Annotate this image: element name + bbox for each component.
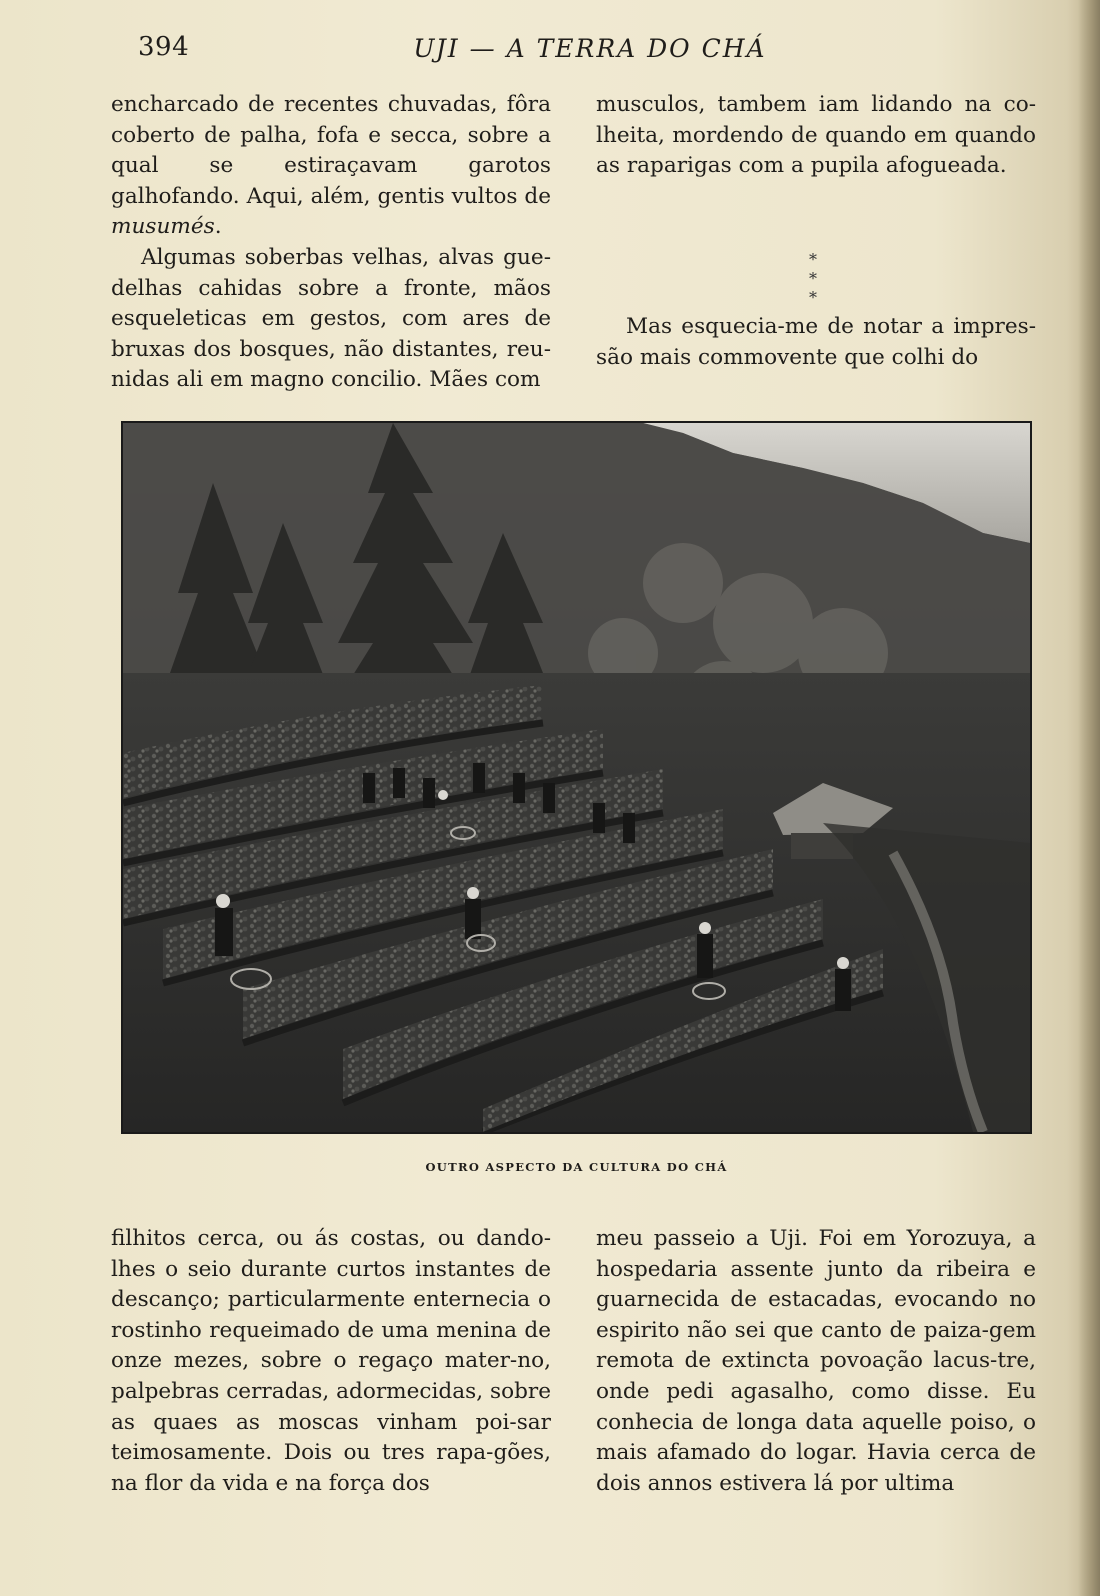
page-number: 394 [138,32,190,62]
paragraph: meu passeio a Uji. Foi em Yorozuya, a hospedaria assente junto da ribeira e guarnecida de estacadas, evocando no espirito não sei que canto de paiza-gem remota de extincta povoação lacus-tre, onde pedi agasalho, como disse. Eu conhecia de longa data aquelle poiso, o mais afamado do logar. Havia cerca de dois annos estivera lá por ultima [596,1226,1036,1496]
text-column-bottom-right [596,1224,1036,1499]
running-title: UJI — A TERRA DO CHÁ [413,34,767,63]
paragraph: musculos, tambem iam lidando na co-lheita, mordendo de quando em quando as raparigas com a pupila afogueada. [596,92,1036,179]
paragraph: Algumas soberbas velhas, alvas gue-delhas cahidas sobre a fronte, mãos esqueleticas em gestos, com ares de bruxas dos bosques, não distantes, reu-nidas ali em magno concilio. Mães com [111,244,551,393]
text-column-top-right [596,90,1036,182]
photo-illustration [123,423,1030,1132]
italic-term: musumés [111,214,215,240]
text-column-bottom-left [111,1224,551,1499]
text-column-top-left [111,90,551,396]
photo-caption: OUTRO ASPECTO DA CULTURA DO CHÁ [425,1160,728,1174]
paragraph: encharcado de recentes chuvadas, fôra coberto de palha, fofa e secca, sobre a qual se estiraçavam garotos galhofando. Aqui, além, gentis vultos de musumés. [111,92,551,240]
text-column-top-right-continued [596,312,1036,373]
paragraph: filhitos cerca, ou ás costas, ou dando-lhes o seio durante curtos instantes de descanço; particularmente enternecia o rostinho requeimado de uma menina de onze mezes, sobre o regaço mater-no, palpebras cerradas, adormecidas, sobre as quaes as moscas vinham poi-sar teimosamente. Dois ou tres rapa-gões, na flor da vida e na força dos [111,1226,551,1496]
page-gutter-shadow [1078,0,1100,1596]
tea-plantation-photograph [121,421,1032,1134]
section-break-asterism: * * * [809,250,841,307]
paragraph: Mas esquecia-me de notar a impres-são mais commovente que colhi do [596,314,1036,370]
